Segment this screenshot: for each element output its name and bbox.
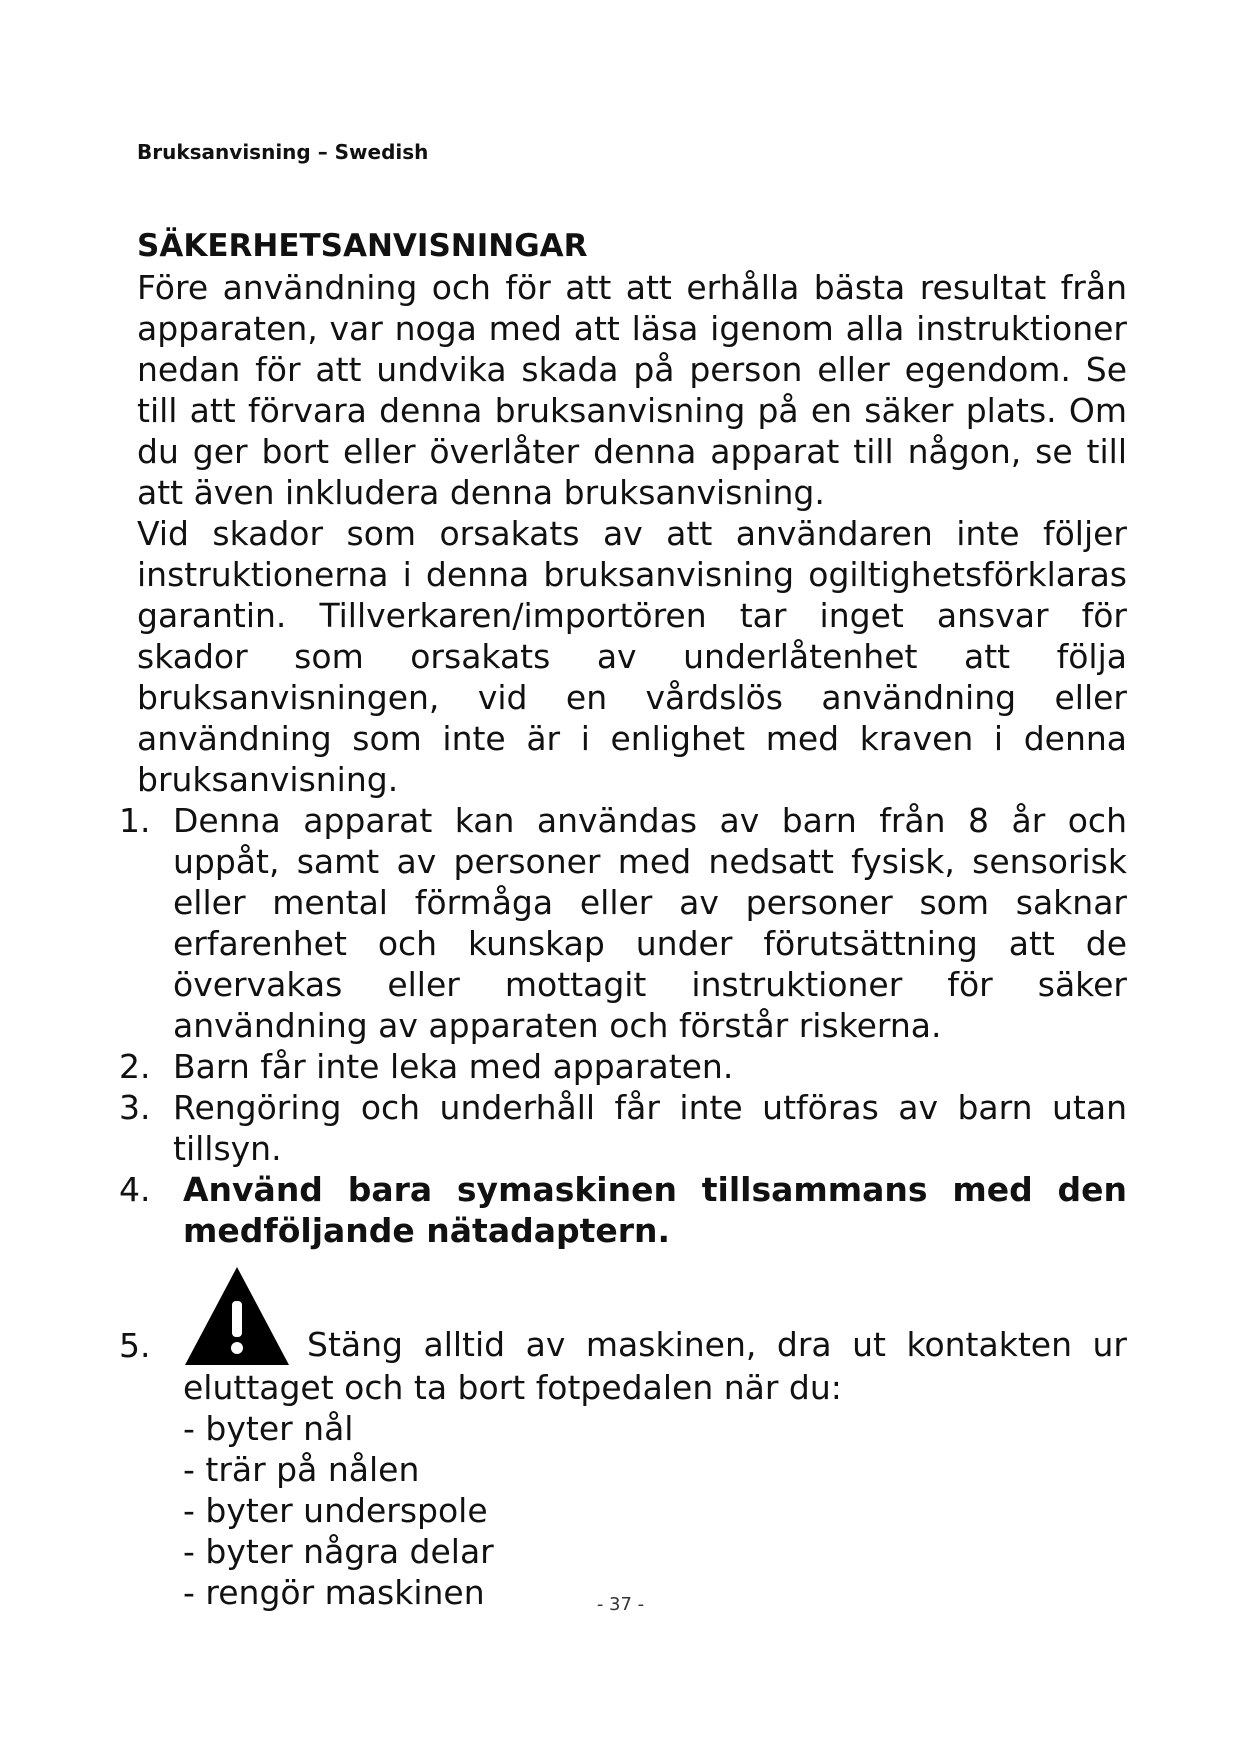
sub-item: - rengör maskinen [183,1573,485,1612]
list-item-4 [119,1169,1127,1251]
sub-item: - byter nål [183,1409,354,1448]
list-item-3 [119,1087,1127,1169]
list-item-text: Stäng alltid av maskinen, dra ut kontakten ur [307,1325,1127,1364]
list-item-2 [119,1046,1127,1087]
page-number: - 37 - [596,1594,645,1615]
list-item-text: Denna apparat kan användas av barn från 8 år och uppåt, samt av personer med nedsatt fysisk, sensorisk eller mental förmåga eller av personer som saknar erfarenhet och kunskap under förutsättning att de övervakas eller mottagit instruktioner för säker användning av apparaten och förstår riskerna. [173,801,1127,1045]
list-item-text: Använd bara symaskinen tillsammans med den medföljande nätadaptern. [183,1170,1127,1250]
list-item-5-first-line [183,1261,1127,1367]
section-title: SÄKERHETSANVISNINGAR [137,228,588,264]
list-item-number: 1. [119,801,151,840]
sub-item: - trär på nålen [183,1450,420,1489]
list-item-number: 5. [119,1326,151,1365]
sub-item: - byter några delar [183,1532,494,1571]
list-item-text: Rengöring och underhåll får inte utföras av barn utan tillsyn. [173,1088,1127,1168]
sub-item: - byter underspole [183,1491,488,1530]
document-body [119,225,1127,1613]
document-header: Bruksanvisning – Swedish [137,140,429,164]
list-item-1 [119,800,1127,1046]
list-item-number: 3. [119,1088,151,1127]
list-item-text: Barn får inte leka med apparaten. [173,1047,734,1086]
intro-paragraph-2: Vid skador som orsakats av att användaren inte följer instruktionerna i denna bruksanvisning ogiltighetsförklaras garantin. Tillverkaren/importören tar inget ansvar för skador som orsakats av underlåtenhet att följa bruksanvisningen, vid en vårdslös användning eller användning som inte är i enlighet med kraven i denna bruksanvisning. [137,514,1127,799]
list-item-number: 4. [119,1170,151,1209]
list-item-5 [119,1261,1127,1613]
list-item-text-continued: eluttaget och ta bort fotpedalen när du: [183,1368,842,1407]
list-item-number: 2. [119,1047,151,1086]
warning-triangle-icon [183,1265,291,1367]
intro-paragraph-1: Före användning och för att att erhålla bästa resultat från apparaten, var noga med att läsa igenom alla instruktioner nedan för att undvika skada på person eller egendom. Se till att förvara denna bruksanvisning på en säker plats. Om du ger bort eller överlåter denna apparat till någon, se till att även inkludera denna bruksanvisning. [137,268,1127,512]
